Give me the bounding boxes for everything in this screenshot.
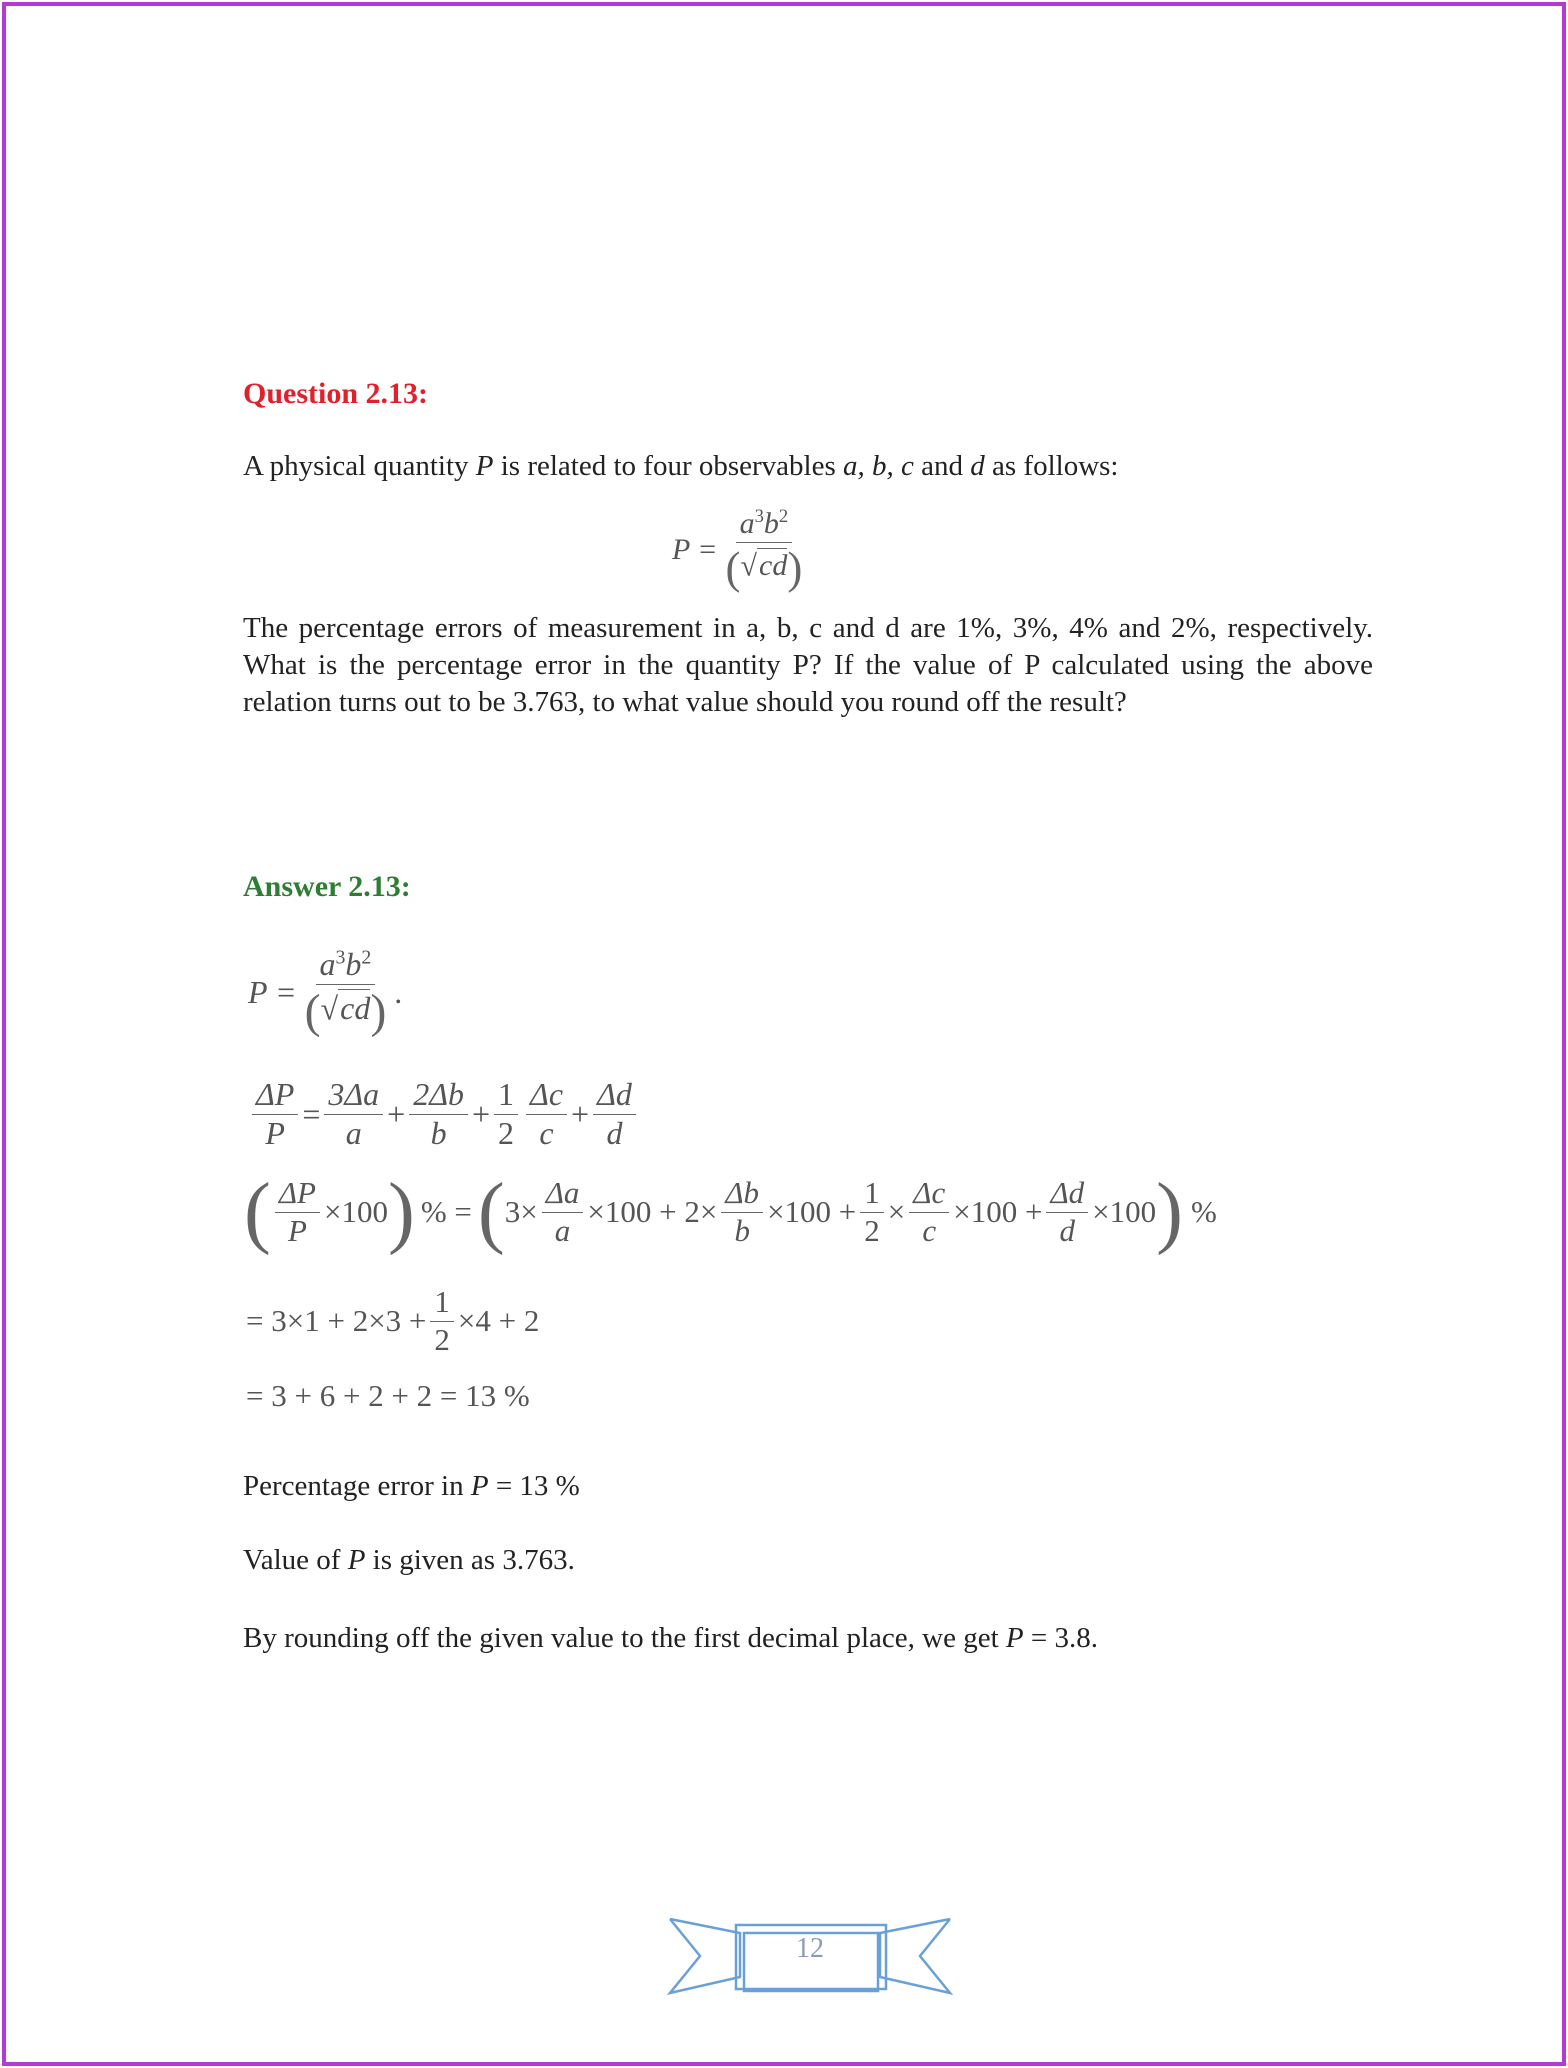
eq3-c-den: c [922,1212,937,1248]
intro-text: as follows: [984,450,1119,482]
eq3-b-num: Δb [721,1177,763,1213]
eq1-paren-open: ( [304,984,321,1038]
eq4-post: ×4 + 2 [457,1303,540,1339]
eq3-paren-close: ) [387,1167,415,1256]
eq2-t3b-num: Δc [526,1078,567,1115]
question-intro [243,448,1373,485]
eq3-plus2: ×100 + 2× [587,1194,718,1230]
eq3-plus-d: ×100 + [953,1194,1043,1230]
eq3-plus-half: ×100 + [767,1194,857,1230]
eq3-paren-open-2: ( [477,1167,505,1256]
formula-paren-close: ) [787,542,803,593]
line3-text: By rounding off the given value to the first decimal place, we get [243,1622,1006,1654]
sqrt-icon: √ [740,549,757,583]
line2-var-p: P [347,1544,366,1576]
eq3-a-den: a [554,1212,571,1248]
eq3-times100: ×100 [323,1194,388,1230]
eq1-cd: cd [340,990,371,1027]
eq2-t2-num: 2Δb [409,1078,468,1115]
eq2-t3a-num: 1 [494,1078,518,1115]
eq1-a: a [319,946,336,982]
eq4-half-num: 1 [430,1286,454,1322]
answer-line1 [243,1468,580,1505]
eq2-plus: + [571,1095,590,1132]
intro-var-d: d [970,450,985,482]
eq1-exp-b: 2 [361,946,372,969]
intro-text: A physical quantity [243,450,476,482]
line3-text: = 3.8. [1023,1622,1098,1654]
eq1-b: b [345,946,362,982]
formula-fraction [722,508,807,592]
answer-line3 [243,1620,1098,1657]
formula-a: a [739,507,755,540]
line1-text: Percentage error in [243,1470,471,1502]
formula-b: b [763,507,779,540]
answer-eq4 [246,1286,539,1356]
answer-heading: Answer 2.13: [243,870,411,903]
eq3-half-num: 1 [860,1177,884,1213]
eq3-end: ×100 [1092,1194,1157,1230]
answer-eq3 [244,1167,1217,1256]
formula-cd: cd [759,549,788,583]
formula-lhs: P = [672,532,718,566]
line3-var-p: P [1005,1622,1024,1654]
eq1-paren-close: ) [370,984,387,1038]
eq2-lhs-den: P [265,1114,285,1151]
eq3-b-den: b [734,1212,750,1248]
eq2-t4-den: d [606,1114,623,1151]
intro-vars: a, b, c [843,450,914,482]
eq2-plus: + [387,1095,406,1132]
eq2-t3b-den: c [539,1114,554,1151]
line2-text: is given as 3.763. [365,1544,575,1576]
question-body: The percentage errors of measurement in a, b, c and d are 1%, 3%, 4% and 2%, respectively. What is the percentage error in the quantity P? If the value of P calculated using the above relation turns out to be 3.763, to what value should you round off the result? [243,612,1373,718]
intro-var-p: P [475,450,494,482]
intro-text: and [913,450,971,482]
answer-line2 [243,1542,575,1579]
formula-exp-b: 2 [778,506,789,527]
formula-exp-a: 3 [754,506,764,527]
eq3-lhs-num: ΔP [275,1177,320,1213]
eq4-half-den: 2 [434,1321,450,1357]
answer-eq2 [248,1078,640,1150]
eq3-pct: % [1190,1194,1217,1230]
eq3-half-den: 2 [864,1212,880,1248]
eq3-d-num: Δd [1046,1177,1088,1213]
question-heading: Question 2.13: [243,377,429,410]
eq1-tail: . [394,973,403,1010]
eq2-lhs-num: ΔP [252,1078,298,1115]
page-number: 12 [796,1933,824,1964]
eq1-fraction [301,948,391,1037]
eq2-t3a-den: 2 [498,1114,515,1151]
eq3-times: × [887,1194,906,1230]
eq4-pre: = 3×1 + 2×3 + [246,1303,427,1339]
eq1-lhs: P = [248,973,297,1010]
answer-eq5: = 3 + 6 + 2 + 2 = 13 % [246,1378,530,1413]
page-number-badge [660,1915,960,1995]
line2-text: Value of [243,1544,348,1576]
line1-var-p: P [470,1470,489,1502]
eq2-t1-den: a [345,1114,362,1151]
eq3-paren-close-2: ) [1156,1167,1183,1256]
eq3-lhs-den: P [287,1212,307,1248]
eq3-c-num: Δc [909,1177,949,1213]
eq2-t2-den: b [430,1114,447,1151]
intro-text: is related to four observables [493,450,844,482]
eq1-exp-a: 3 [335,946,346,969]
eq3-d-den: d [1059,1212,1076,1248]
eq3-pct-eq: % = [420,1194,472,1230]
question-formula [672,508,810,592]
eq3-a-num: Δa [542,1177,584,1213]
eq2-t1-num: 3Δa [324,1078,383,1115]
eq3-paren-open: ( [244,1167,271,1256]
answer-eq1 [248,948,402,1037]
eq3-c3: 3× [504,1194,538,1230]
formula-paren-open: ( [725,542,741,593]
sqrt-icon: √ [320,990,339,1027]
page-border [2,2,1566,2066]
eq2-t4-num: Δd [593,1078,636,1115]
eq2-equals: = [302,1095,321,1132]
line1-text: = 13 % [488,1470,580,1502]
eq2-plus: + [471,1095,491,1132]
